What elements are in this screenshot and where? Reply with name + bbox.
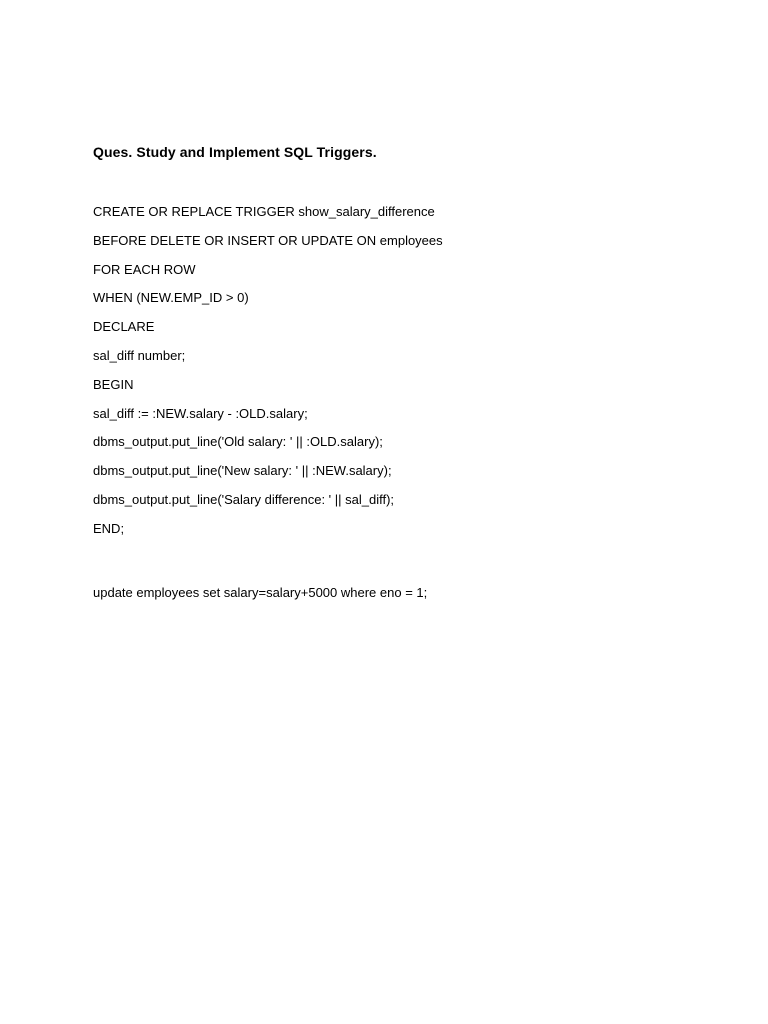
code-line: DECLARE <box>93 319 155 335</box>
code-line: FOR EACH ROW <box>93 261 196 277</box>
document-content <box>93 140 713 620</box>
update-statement: update employees set salary=salary+5000 where eno = 1; <box>93 584 428 600</box>
code-line: dbms_output.put_line('Old salary: ' || :OLD.salary); <box>93 434 383 450</box>
code-line: WHEN (NEW.EMP_ID > 0) <box>93 290 249 306</box>
trigger-code-block <box>93 198 713 544</box>
code-line: CREATE OR REPLACE TRIGGER show_salary_difference <box>93 204 435 219</box>
code-line: sal_diff := :NEW.salary - :OLD.salary; <box>93 405 308 421</box>
code-line: BEGIN <box>93 376 134 392</box>
question-heading: Ques. Study and Implement SQL Triggers. <box>93 144 377 160</box>
code-line: dbms_output.put_line('Salary difference: ' || sal_diff); <box>93 491 395 507</box>
code-line: sal_diff number; <box>93 347 186 363</box>
code-line: BEFORE DELETE OR INSERT OR UPDATE ON employees <box>93 232 443 248</box>
code-line: END; <box>93 520 125 536</box>
code-line: dbms_output.put_line('New salary: ' || :NEW.salary); <box>93 463 392 479</box>
